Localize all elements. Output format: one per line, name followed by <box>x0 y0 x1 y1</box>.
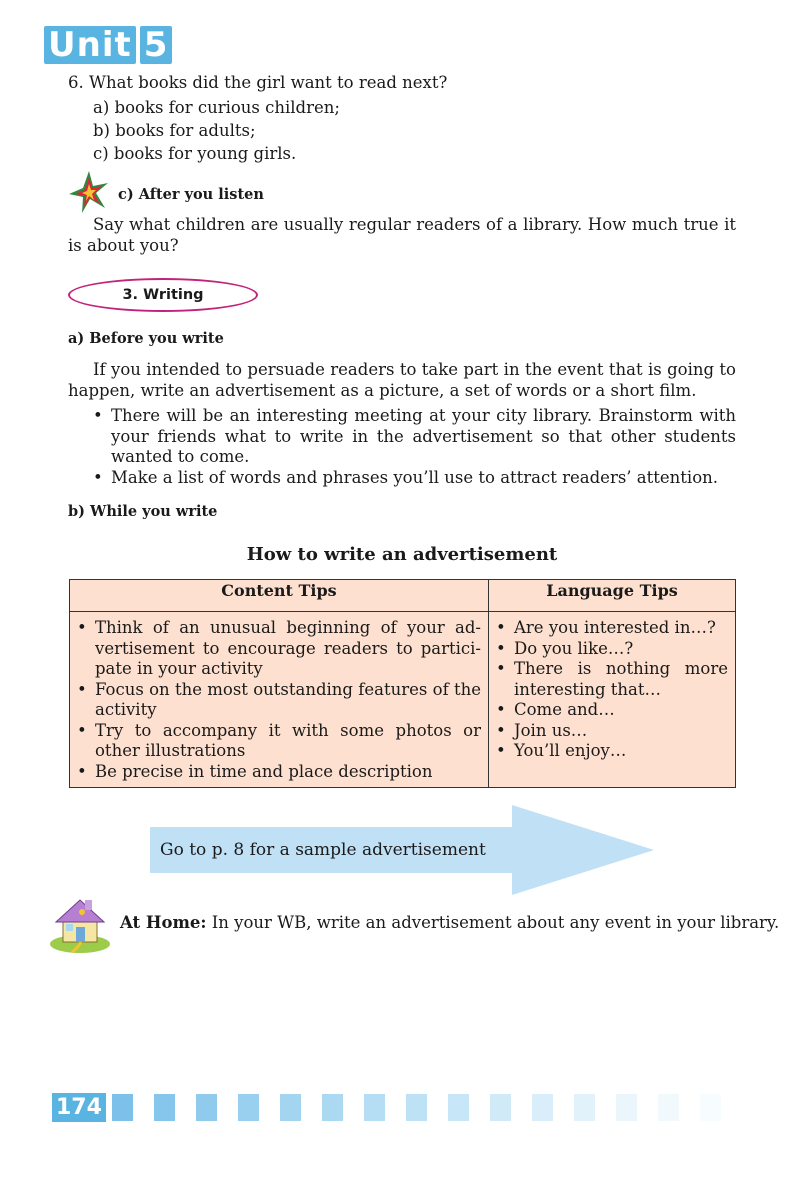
before-write-title: a) Before you write <box>68 330 224 347</box>
language-tip: • Are you interested in…? <box>496 618 728 639</box>
content-tips-cell <box>70 612 489 788</box>
footer-square <box>238 1094 259 1121</box>
footer-square <box>616 1094 637 1121</box>
language-tips-cell <box>489 612 736 788</box>
home-line <box>120 913 779 932</box>
writing-bullet: • Make a list of words and phrases you’ll use to attract readers’ attention. <box>93 468 736 489</box>
content-tip: • Be precise in time and place description <box>77 762 481 783</box>
footer-square <box>112 1094 133 1121</box>
option-b: b) books for adults; <box>93 121 256 140</box>
language-tips-header: Language Tips <box>489 580 736 612</box>
footer-decoration <box>112 1094 721 1121</box>
footer-square <box>574 1094 595 1121</box>
arrow-note: Go to p. 8 for a sample advertisement <box>160 840 486 860</box>
option-a: a) books for curious children; <box>93 98 340 117</box>
table-title: How to write an advertisement <box>246 544 558 565</box>
while-write-title: b) While you write <box>68 503 218 520</box>
star-icon <box>68 170 110 214</box>
footer-square <box>196 1094 217 1121</box>
home-label: At Home: <box>120 913 207 932</box>
unit-header <box>44 26 172 64</box>
footer-square <box>448 1094 469 1121</box>
after-listen-text: Say what children are usually regular readers of a library. How much true it is about you? <box>68 215 736 255</box>
after-listen-title: c) After you listen <box>118 186 264 203</box>
home-text: In your WB, write an advertisement about any event in your library. <box>211 913 780 932</box>
language-tip: • You’ll enjoy… <box>496 741 728 762</box>
writing-section-label: 3. Writing <box>68 278 258 312</box>
option-c: c) books for young girls. <box>93 144 297 163</box>
language-tip: • Do you like…? <box>496 639 728 660</box>
content-tip: • Try to accompany it with some photos or other illustrations <box>77 721 481 762</box>
language-tip: • Come and… <box>496 700 728 721</box>
footer-square <box>322 1094 343 1121</box>
before-write-text: If you intended to persuade readers to take part in the event that is going to happen, write an advertisement as a picture, a set of words or a short film. <box>68 360 736 400</box>
unit-number: 5 <box>140 26 173 64</box>
footer-square <box>700 1094 721 1121</box>
language-tips-list <box>496 618 728 762</box>
writing-bullet: • There will be an interesting meeting at your city library. Brainstorm with your friends what to write in the advertisement so that other students wanted to come. <box>93 406 736 468</box>
tips-table <box>69 579 736 788</box>
content-tips-list <box>77 618 481 782</box>
writing-bullets <box>93 406 736 488</box>
footer-square <box>280 1094 301 1121</box>
footer-square <box>364 1094 385 1121</box>
footer-square <box>532 1094 553 1121</box>
content-tip: • Think of an unusual beginning of your advertisement to encourage readers to participate in your activity <box>77 618 481 680</box>
house-icon <box>48 894 112 954</box>
footer-square <box>154 1094 175 1121</box>
question-options <box>93 96 340 165</box>
footer-square <box>658 1094 679 1121</box>
language-tip: • Join us… <box>496 721 728 742</box>
page-number: 174 <box>52 1093 106 1122</box>
content-tips-header: Content Tips <box>70 580 489 612</box>
unit-word: Unit <box>44 26 136 64</box>
content-tip: • Focus on the most outstanding features of the activity <box>77 680 481 721</box>
question-title: 6. What books did the girl want to read next? <box>68 73 448 92</box>
footer-square <box>406 1094 427 1121</box>
footer-square <box>490 1094 511 1121</box>
language-tip: • There is nothing more interesting that… <box>496 659 728 700</box>
